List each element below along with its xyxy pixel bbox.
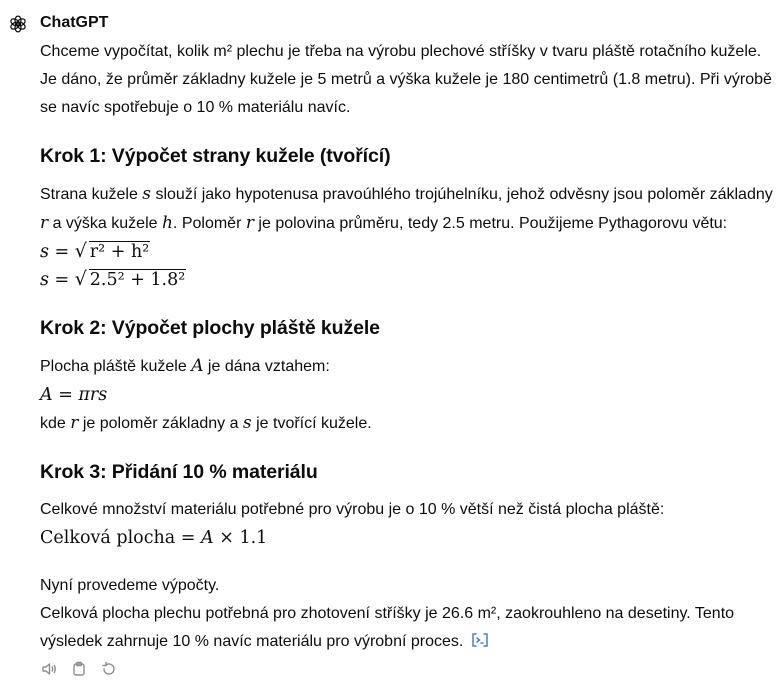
outro-paragraph-1: Nyní provedeme výpočty. — [40, 577, 220, 594]
code-analysis-icon[interactable] — [470, 632, 490, 648]
author-name: ChatGPT — [40, 14, 109, 31]
intro-paragraph: Chceme vypočítat, kolik m² plechu je třeba na výrobu plechové stříšky v tvaru pláště rotačního kužele. Je dáno, že průměr základny kužele je 5 metrů a výška kužele je 180 centimetrů (1.8 metru). Při výrobě se navíc spotřebuje o 10 % materiálu navíc. — [40, 43, 772, 116]
step3-heading: Krok 3: Přidání 10 % materiálu — [40, 461, 318, 483]
message-actions — [40, 662, 118, 680]
copy-button[interactable] — [70, 662, 88, 680]
outro-paragraph-2: Celková plocha plechu potřebná pro zhotovení stříšky je 26.6 m², zaokrouhleno na desetiny. Tento výsledek zahrnuje 10 % navíc materiálu pro výrobní proces. — [40, 605, 735, 650]
regenerate-button[interactable] — [100, 662, 118, 680]
regenerate-icon — [101, 661, 117, 682]
equation-total-area: Celková plocha = A × 1.1 — [40, 528, 268, 548]
step1-paragraph: Strana kužele s slouží jako hypotenusa pravoúhlého trojúhelníku, jehož odvěsny jsou poloměr základny r a výška kužele h. Poloměr r je polovina průměru, tedy 2.5 metru. Použijeme Pythagorovu větu: — [40, 184, 773, 233]
equation-area: A = πrs — [40, 385, 108, 405]
read-aloud-button[interactable] — [40, 662, 58, 680]
step2-heading: Krok 2: Výpočet plochy pláště kužele — [40, 317, 380, 339]
equation-s-numeric: s = √ 2.5² + 1.8² — [40, 268, 186, 290]
equation-s-general: s = √ r² + h² — [40, 240, 150, 262]
copy-icon — [71, 661, 87, 682]
step3-paragraph: Celkové množství materiálu potřebné pro výrobu je o 10 % větší než čistá plocha pláště: — [40, 501, 665, 518]
step1-heading: Krok 1: Výpočet strany kužele (tvořící) — [40, 145, 391, 167]
step2-explanation: kde r je poloměr základny a s je tvořící kužele. — [40, 413, 372, 433]
step2-paragraph: Plocha pláště kužele A je dána vztahem: — [40, 356, 330, 376]
speaker-icon — [41, 661, 57, 682]
chatgpt-avatar-icon — [6, 12, 30, 36]
message-content — [40, 38, 775, 656]
